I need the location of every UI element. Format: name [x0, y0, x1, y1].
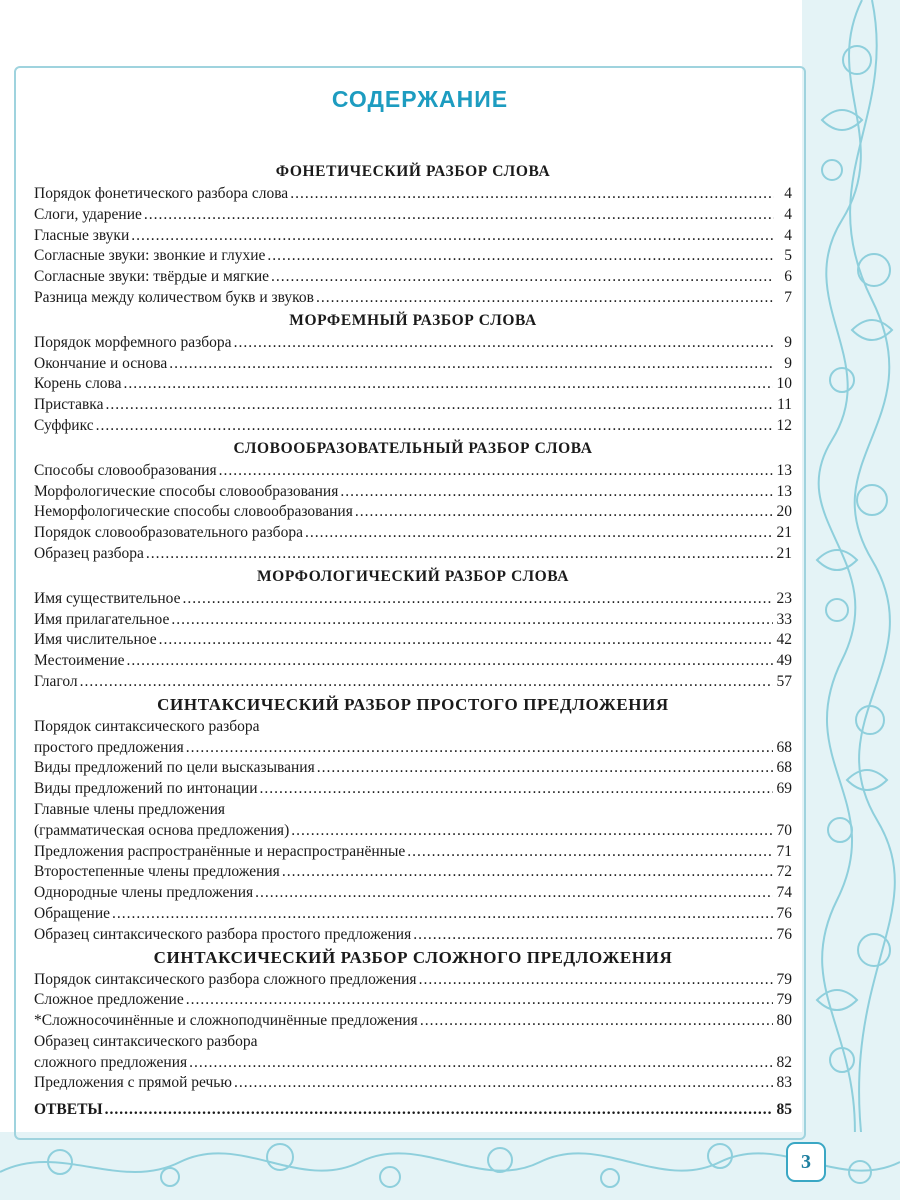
toc-entry[interactable] — [34, 589, 792, 610]
toc-entry[interactable] — [34, 821, 792, 842]
toc-entry[interactable] — [34, 246, 792, 267]
leader-dots — [105, 395, 773, 416]
entry-label: Неморфологические способы словообразования — [34, 503, 353, 521]
leader-dots — [340, 482, 772, 503]
leader-dots — [131, 226, 774, 247]
entry-label: Порядок морфемного разбора — [34, 333, 232, 351]
entry-page: 4 — [784, 226, 792, 244]
entry-label: Корень слова — [34, 375, 122, 393]
entry-page: 9 — [784, 333, 792, 351]
entry-label: Глагол — [34, 672, 78, 690]
top-margin — [0, 0, 900, 30]
toc-entry[interactable] — [34, 630, 792, 651]
toc-entry[interactable] — [34, 482, 792, 503]
section-heading: МОРФОЛОГИЧЕСКИЙ РАЗБОР СЛОВА — [256, 567, 570, 585]
leader-dots — [96, 416, 773, 437]
entry-page: 82 — [776, 1053, 792, 1071]
entry-label: Имя числительное — [34, 631, 157, 649]
floral-ornament-icon — [0, 1132, 900, 1200]
leader-dots — [317, 758, 773, 779]
entry-label: Гласные звуки — [34, 226, 130, 244]
entry-page: 70 — [776, 821, 792, 839]
section-heading: СИНТАКСИЧЕСКИЙ РАЗБОР ПРОСТОГО ПРЕДЛОЖЕНИЯ — [157, 694, 669, 714]
toc-entry[interactable] — [34, 925, 792, 946]
leader-dots — [124, 374, 773, 395]
entry-label: Виды предложений по цели высказывания — [34, 759, 315, 777]
entry-label: Сложное предложение — [34, 991, 184, 1009]
leader-dots — [291, 821, 772, 842]
entry-page: 80 — [776, 1012, 792, 1030]
toc-entry[interactable] — [34, 523, 792, 544]
entry-label: Порядок фонетического разбора слова — [34, 185, 289, 202]
entry-page: 21 — [776, 544, 792, 562]
leader-dots — [419, 970, 773, 991]
entry-label: Однородные члены предложения — [34, 884, 254, 902]
entry-label: Предложения распространённые и нераспространённые — [34, 842, 406, 860]
toc-entry[interactable] — [34, 610, 792, 631]
entry-page: 11 — [777, 396, 792, 414]
ornament-border-bottom — [0, 1132, 900, 1200]
leader-dots — [290, 184, 774, 205]
toc-entry[interactable] — [34, 1073, 792, 1094]
leader-dots — [234, 333, 774, 354]
leader-dots — [260, 779, 773, 800]
entry-label: простого предложения — [34, 738, 184, 756]
toc-entry[interactable] — [34, 502, 792, 523]
toc-entry[interactable] — [34, 184, 792, 205]
entry-label: Суффикс — [34, 416, 94, 434]
leader-dots — [80, 672, 773, 693]
entry-page: 4 — [784, 185, 792, 202]
entry-page: 6 — [784, 268, 792, 286]
entry-label-line: Образец синтаксического разбора — [34, 1032, 258, 1050]
entry-page: 57 — [776, 672, 792, 690]
entry-page: 12 — [776, 416, 792, 434]
table-of-contents — [34, 160, 792, 1121]
leader-dots — [144, 205, 774, 226]
toc-entry[interactable] — [34, 267, 792, 288]
entry-label: *Сложносочинённые и сложноподчинённые предложения — [34, 1012, 418, 1030]
leader-dots — [182, 589, 772, 610]
entry-page: 85 — [776, 1101, 792, 1119]
entry-label: Порядок синтаксического разбора сложного предложения — [34, 970, 417, 988]
leader-dots — [219, 461, 773, 482]
entry-label: Приставка — [34, 396, 104, 414]
entry-page: 76 — [776, 904, 792, 922]
entry-page: 42 — [776, 631, 792, 649]
entry-label: Второстепенные члены предложения — [34, 863, 280, 881]
leader-dots — [105, 1100, 773, 1121]
toc-entry[interactable] — [34, 374, 792, 395]
leader-dots — [171, 610, 772, 631]
entry-page: 83 — [776, 1074, 792, 1092]
toc-entry[interactable] — [34, 970, 792, 991]
entry-page: 76 — [776, 925, 792, 943]
entry-page: 13 — [776, 482, 792, 500]
toc-entry[interactable] — [34, 544, 792, 565]
toc-entry[interactable] — [34, 226, 792, 247]
entry-page: 23 — [776, 589, 792, 607]
entry-label: ОТВЕТЫ — [34, 1101, 103, 1119]
entry-label-line: Порядок синтаксического разбора — [34, 717, 260, 735]
entry-page: 21 — [776, 524, 792, 542]
leader-dots — [271, 267, 774, 288]
entry-page: 68 — [776, 738, 792, 756]
leader-dots — [407, 842, 772, 863]
toc-entry[interactable] — [34, 758, 792, 779]
entry-page: 4 — [784, 205, 792, 223]
toc-entry[interactable] — [34, 461, 792, 482]
leader-dots — [420, 1011, 773, 1032]
section-heading: СЛОВООБРАЗОВАТЕЛЬНЫЙ РАЗБОР СЛОВА — [233, 439, 593, 457]
toc-entry[interactable] — [34, 333, 792, 354]
entry-page: 49 — [776, 652, 792, 670]
entry-page: 74 — [776, 884, 792, 902]
toc-entry[interactable] — [34, 1053, 792, 1074]
entry-page: 71 — [776, 842, 792, 860]
entry-label: сложного предложения — [34, 1053, 188, 1071]
leader-dots — [255, 883, 772, 904]
entry-label: Согласные звуки: звонкие и глухие — [34, 247, 266, 265]
toc-entry[interactable] — [34, 672, 792, 693]
entry-label-line: Главные члены предложения — [34, 800, 225, 818]
entry-label: Окончание и основа — [34, 354, 168, 372]
entry-page: 9 — [784, 354, 792, 372]
toc-entry[interactable] — [34, 395, 792, 416]
entry-label: Предложения с прямой речью — [34, 1074, 232, 1092]
page-title: СОДЕРЖАНИЕ — [331, 86, 509, 112]
entry-page: 33 — [776, 610, 792, 628]
toc-entry[interactable] — [34, 883, 792, 904]
toc-entry[interactable] — [34, 288, 792, 309]
section-heading: ФОНЕТИЧЕСКИЙ РАЗБОР СЛОВА — [275, 163, 551, 180]
entry-label: Слоги, ударение — [34, 205, 142, 223]
section-heading: МОРФЕМНЫЙ РАЗБОР СЛОВА — [289, 311, 537, 329]
entry-label: Имя существительное — [34, 589, 181, 607]
toc-entry[interactable] — [34, 904, 792, 925]
entry-label: Местоимение — [34, 652, 125, 670]
entry-label: Виды предложений по интонации — [34, 780, 258, 798]
entry-label: Способы словообразования — [34, 461, 217, 479]
leader-dots — [112, 904, 773, 925]
entry-page: 69 — [776, 780, 792, 798]
toc-entry[interactable] — [34, 990, 792, 1011]
toc-entry[interactable] — [34, 354, 792, 375]
entry-page: 68 — [776, 759, 792, 777]
entry-page: 72 — [776, 863, 792, 881]
entry-page: 79 — [776, 991, 792, 1009]
leader-dots — [282, 862, 773, 883]
leader-dots — [267, 246, 774, 267]
leader-dots — [127, 651, 773, 672]
entry-page: 20 — [776, 503, 792, 521]
entry-page: 13 — [776, 461, 792, 479]
leader-dots — [186, 738, 773, 759]
toc-entry[interactable] — [34, 651, 792, 672]
entry-label: Образец разбора — [34, 544, 144, 562]
leader-dots — [186, 990, 773, 1011]
entry-label: (грамматическая основа предложения) — [34, 821, 290, 839]
toc-entry[interactable] — [34, 416, 792, 437]
entry-label: Разница между количеством букв и звуков — [34, 288, 314, 306]
entry-page: 79 — [776, 970, 792, 988]
toc-entry[interactable] — [34, 1011, 792, 1032]
entry-label: Образец синтаксического разбора простого предложения — [34, 925, 412, 943]
floral-ornament-icon — [802, 0, 900, 1200]
leader-dots — [159, 630, 773, 651]
entry-label: Обращение — [34, 904, 110, 922]
leader-dots — [146, 544, 773, 565]
leader-dots — [234, 1073, 773, 1094]
page-number: 3 — [786, 1142, 826, 1182]
leader-dots — [169, 354, 774, 375]
leader-dots — [413, 925, 772, 946]
entry-label: Порядок словообразовательного разбора — [34, 524, 303, 542]
entry-page: 5 — [784, 247, 792, 265]
toc-entry[interactable] — [34, 205, 792, 226]
entry-label: Имя прилагательное — [34, 610, 170, 628]
toc-entry[interactable] — [34, 779, 792, 800]
entry-label: Морфологические способы словообразования — [34, 482, 339, 500]
ornament-border-right — [802, 0, 900, 1200]
toc-entry[interactable] — [34, 738, 792, 759]
leader-dots — [355, 502, 773, 523]
entry-page: 7 — [784, 288, 792, 306]
toc-entry[interactable] — [34, 842, 792, 863]
leader-dots — [316, 288, 774, 309]
leader-dots — [189, 1053, 772, 1074]
leader-dots — [305, 523, 773, 544]
toc-entry-answers[interactable] — [34, 1100, 792, 1121]
section-heading: СИНТАКСИЧЕСКИЙ РАЗБОР СЛОЖНОГО ПРЕДЛОЖЕНИЯ — [153, 947, 673, 967]
entry-label: Согласные звуки: твёрдые и мягкие — [34, 268, 270, 286]
entry-page: 10 — [776, 375, 792, 393]
toc-entry[interactable] — [34, 862, 792, 883]
